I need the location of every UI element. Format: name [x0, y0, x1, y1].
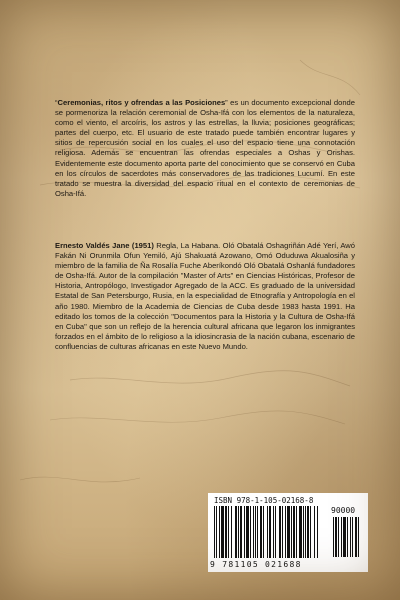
barcode-bar: [287, 506, 290, 558]
ean-barcode-bars: [214, 506, 326, 558]
barcode-bar: [246, 506, 249, 558]
barcode-bar: [269, 506, 271, 558]
barcode-bar: [355, 517, 357, 557]
book-title: Ceremonias, ritos y ofrendas a las Posiciones: [57, 98, 226, 107]
title-quote-close: ”: [225, 98, 228, 107]
barcode-bar: [253, 506, 254, 558]
barcode-bar: [335, 517, 337, 557]
barcode-bar: [285, 506, 286, 558]
barcode-bar: [347, 517, 348, 557]
barcode-bar: [279, 506, 281, 558]
barcode-bar: [299, 506, 302, 558]
barcode-bar: [305, 506, 306, 558]
barcode-bar: [244, 506, 245, 558]
barcode-bar: [343, 517, 346, 557]
title-quote-open: “: [55, 98, 58, 107]
barcode-bar: [221, 506, 224, 558]
barcode-bar: [350, 517, 351, 557]
barcode-bar: [317, 506, 318, 558]
barcode-bar: [303, 506, 304, 558]
barcode-bar: [255, 506, 256, 558]
isbn-label: ISBN 978-1-105-02168-8: [214, 496, 314, 505]
book-description: [55, 98, 355, 199]
ean-digits: 9 781105 021688: [210, 560, 302, 569]
isbn-barcode: [208, 493, 368, 572]
barcode-bar: [307, 506, 309, 558]
barcode-bar: [291, 506, 292, 558]
barcode-bar: [260, 506, 262, 558]
barcode-bar: [293, 506, 295, 558]
barcode-bar: [231, 506, 232, 558]
barcode-bar: [250, 506, 251, 558]
barcode-bar: [240, 506, 242, 558]
description-body: es un documento excepcional donde se pormenoriza la relación ceremonial de Osha-Ifá con los elementos de la naturaleza, como el viento, el arcoíris, los astros y las estrellas, la lluvia; posiciones geográficas; partes del cuerpo, etc. El usuario de este tratado puede también encontrar lugares y sitios de repercusión social en los cuales el uso del espacio tiene una connotación religiosa. Además se encuentran las ofrendas especiales a Oshas y Orishas. Evidentemente este documento aporta parte del conocimiento que se conservó en Cuba en los círculos de sacerdotes más conservadores de las tradiciones Lucumí. En este tratado se muestra la diversidad del espacio ritual en el contexto de ceremonias de Osha-Ifá.: [55, 98, 355, 198]
barcode-bar: [263, 506, 264, 558]
price-code: 90000: [331, 506, 356, 515]
author-biography: [55, 241, 355, 352]
barcode-bar: [214, 506, 215, 558]
barcode-bar: [238, 506, 239, 558]
barcode-bar: [273, 506, 274, 558]
barcode-bar: [341, 517, 342, 557]
author-name: Ernesto Valdés Jane (1951): [55, 241, 154, 250]
barcode-bar: [235, 506, 237, 558]
barcode-bar: [219, 506, 220, 558]
barcode-bar: [225, 506, 227, 558]
barcode-bar: [358, 517, 359, 557]
biography-body: Regla, La Habana. Oló Obatalá Oshagriñán Adé Yerí, Awó Fakán Ni Orunmila Ofun Yemiló, Ajú Shakuatá Azowano, Omó Oduduwa Akualosiña y miembro de la familia de Ña Rosalía Fuche Aberíkondó Oló Obatalá Oshanlá fundadores de Osha-Ifá. Autor de la compilación "Master of Arts" en Ciencias Históricas, Profesor de Historia, Antropólogo, Investigador Agregado de la ACC. Es graduado de la universidad Estatal de San Petersburgo, Rusia, en la especialidad de Etnografía y Antropología en el año 1980. Miembro de la Academia de Ciencias de Cuba desde 1983 hasta 1991. Ha editado los tomos de la colección "Documentos para la Historia y la Cultura de Osha-Ifá en Cuba" que son un reflejo de la herencia cultural africana que legaron los inmigrantes forzados en el ámbito de lo religioso a la idiosincrasia de la nación cubana, escenario de confluencias de culturas africanas en este Nuevo Mundo.: [55, 241, 355, 351]
barcode-bar: [257, 506, 258, 558]
barcode-bar: [338, 517, 339, 557]
barcode-bar: [310, 506, 311, 558]
barcode-bar: [352, 517, 353, 557]
barcode-bar: [216, 506, 217, 558]
barcode-bar: [267, 506, 268, 558]
barcode-bar: [228, 506, 229, 558]
barcode-bar: [333, 517, 334, 557]
barcode-bar: [314, 506, 315, 558]
barcode-bar: [275, 506, 276, 558]
price-barcode-bars: [333, 517, 363, 557]
barcode-bar: [296, 506, 297, 558]
barcode-bar: [282, 506, 283, 558]
